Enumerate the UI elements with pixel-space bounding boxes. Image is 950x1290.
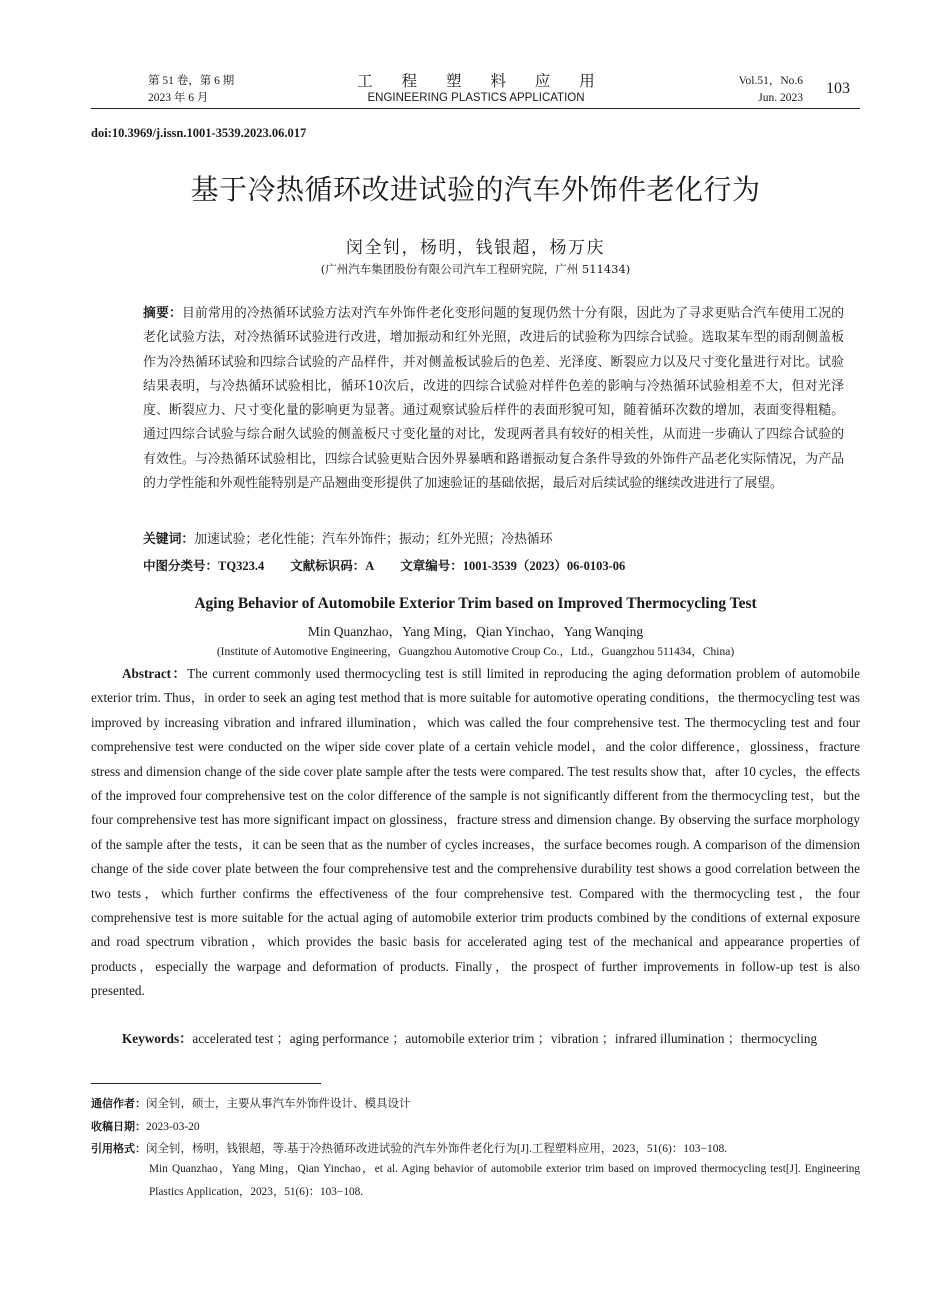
header-volume-en-block xyxy=(700,73,803,107)
classification-line xyxy=(143,556,625,574)
header-rule xyxy=(91,108,860,109)
article-title-cn: 基于冷热循环改进试验的汽车外饰件老化行为 xyxy=(190,173,761,206)
journal-name-cn: 工 程 塑 料 应 用 xyxy=(357,72,607,90)
footnote-received xyxy=(91,1119,860,1135)
journal-name-en: ENGINEERING PLASTICS APPLICATION xyxy=(367,92,585,104)
abstract-cn-text: 目前常用的冷热循环试验方法对汽车外饰件老化变形问题的复现仍然十分有限，因此为了寻求更贴合汽车使用工况的老化试验方法，对冷热循环试验进行改进，增加振动和红外光照，改进后的试验称为四综合试验。选取某车型的雨刮侧盖板作为冷热循环试验和四综合试验的产品样件，并对侧盖板试验后的色差、光泽度、断裂应力以及尺寸变化量进行对比。试验结果表明，与冷热循环试验相比，循环10次后，改进的四综合试验对样件色差的影响与冷热循环试验相差不大，但对光泽度、断裂应力、尺寸变化量的影响更为显著。通过观察试验后样件的表面形貌可知，随着循环次数的增加，表面变得粗糙。通过四综合试验与综合耐久试验的侧盖板尺寸变化量的对比，发现两者具有较好的相关性，从而进一步确认了四综合试验的有效性。与冷热循环试验相比，四综合试验更贴合因外界暴晒和路谱振动复合条件导致的外饰件产品老化实际情况，为产品的力学性能和外观性能特别是产品翘曲变形提供了加速验证的基础依据，最后对后续试验的继续改进进行了展望。 xyxy=(143,306,845,492)
footnote-rule xyxy=(91,1083,321,1084)
corresponding-value: 闵全钊，硕士，主要从事汽车外饰件设计、模具设计 xyxy=(146,1098,411,1110)
corresponding-label: 通信作者： xyxy=(91,1097,146,1110)
header-date-en: Jun. 2023 xyxy=(758,92,803,104)
abstract-cn xyxy=(117,302,844,496)
article-title-en: Aging Behavior of Automobile Exterior Trim based on Improved Thermocycling Test xyxy=(194,595,757,612)
page-number: 103 xyxy=(826,80,850,97)
keywords-en-text: accelerated test ；aging performance ；automobile exterior trim ；vibration ；infrared illumination ；thermocycling xyxy=(192,1031,818,1046)
citation-cn: 闵全钊，杨明，钱银超，等.基于冷热循环改进试验的汽车外饰件老化行为[J].工程塑料应用，2023，51(6)：103−108. xyxy=(146,1143,728,1155)
authors-cn: 闵全钊，杨明，钱银超，杨万庆 xyxy=(346,238,605,258)
doc-code-value: A xyxy=(365,559,375,573)
header-volume-cn: 第 51 卷，第 6 期 xyxy=(148,75,235,87)
article-number-label: 文章编号： xyxy=(400,558,463,573)
received-label: 收稿日期： xyxy=(91,1120,146,1133)
doi: doi:10.3969/j.issn.1001-3539.2023.06.017 xyxy=(91,126,307,140)
keywords-en xyxy=(91,1027,860,1051)
clc-value: TQ323.4 xyxy=(218,559,265,573)
keywords-cn xyxy=(143,530,553,550)
affiliation-cn: (广州汽车集团股份有限公司汽车工程研究院，广州 511434) xyxy=(320,262,631,276)
footnote-corresponding xyxy=(91,1096,860,1112)
received-value: 2023-03-20 xyxy=(146,1121,200,1133)
abstract-en-text: The current commonly used thermocycling test is still limited in reproducing the aging deformation problem of automobile exterior trim. Thus，in order to seek an aging test method that is more suitable for automotive operating conditions，the thermocycling test was improved by increasing vibration and infrared illumination，which was called the four comprehensive test. The thermocycling test and four comprehensive test were conducted on the wiper side cover plate of a certain vehicle model，and the color difference，glossiness，fracture stress and dimension change of the side cover plate sample after the tests were compared. The test results show that，after 10 cycles，the effects of the improved four comprehensive test on the color difference of the sample is not significantly different from the thermocycling test，but the four comprehensive test has more significant impact on glossiness，fracture stress and dimension change. By observing the surface morphology of the sample after the tests，it can be seen that as the number of cycles increases，the surface becomes rough. A comparison of the dimension change of the side cover plate between the four comprehensive test and the comprehensive durability test shows a good correlation between the two tests，which further confirms the effectiveness of the four comprehensive test. Compared with the thermocycling test，the four comprehensive test is more suitable for the actual aging of automobile exterior trim products combined by the conditions of external exposure and road spectrum vibration，which provides the basic basis for accelerated aging test of the mechanical and appearance properties of products，especially the warpage and deformation of products. Finally，the prospect of further improvements in follow-up test is also presented. xyxy=(91,666,860,999)
header-volume-issue xyxy=(148,73,234,107)
abstract-en-label: Abstract： xyxy=(122,666,188,681)
footnote-citation xyxy=(91,1141,860,1157)
keywords-cn-text: 加速试验；老化性能；汽车外饰件；振动；红外光照；冷热循环 xyxy=(194,532,553,547)
clc-label: 中图分类号： xyxy=(143,558,219,573)
header-journal xyxy=(300,72,652,105)
keywords-cn-label: 关键词： xyxy=(143,532,195,547)
authors-en: Min Quanzhao，Yang Ming，Qian Yinchao，Yang Wanqing xyxy=(307,624,644,639)
doc-code-label: 文献标识码： xyxy=(290,558,366,573)
header-volume-en: Vol.51，No.6 xyxy=(738,75,803,87)
citation-label: 引用格式： xyxy=(91,1142,146,1155)
citation-en: Min Quanzhao，Yang Ming，Qian Yinchao，et al. Aging behavior of automobile exterior trim based on improved thermocycling test[J]. Engineering Plastics Application，2023，51(6)：103−108. xyxy=(149,1163,860,1198)
keywords-en-label: Keywords： xyxy=(122,1031,193,1046)
abstract-cn-label: 摘要： xyxy=(143,306,182,321)
affiliation-en: (Institute of Automotive Engineering，Guangzhou Automotive Croup Co.，Ltd.，Guangzhou 511434，China) xyxy=(216,646,735,658)
header-date-cn: 2023 年 6 月 xyxy=(148,92,209,104)
article-number-value: 1001-3539（2023）06-0103-06 xyxy=(462,559,626,573)
abstract-en xyxy=(91,662,860,1004)
